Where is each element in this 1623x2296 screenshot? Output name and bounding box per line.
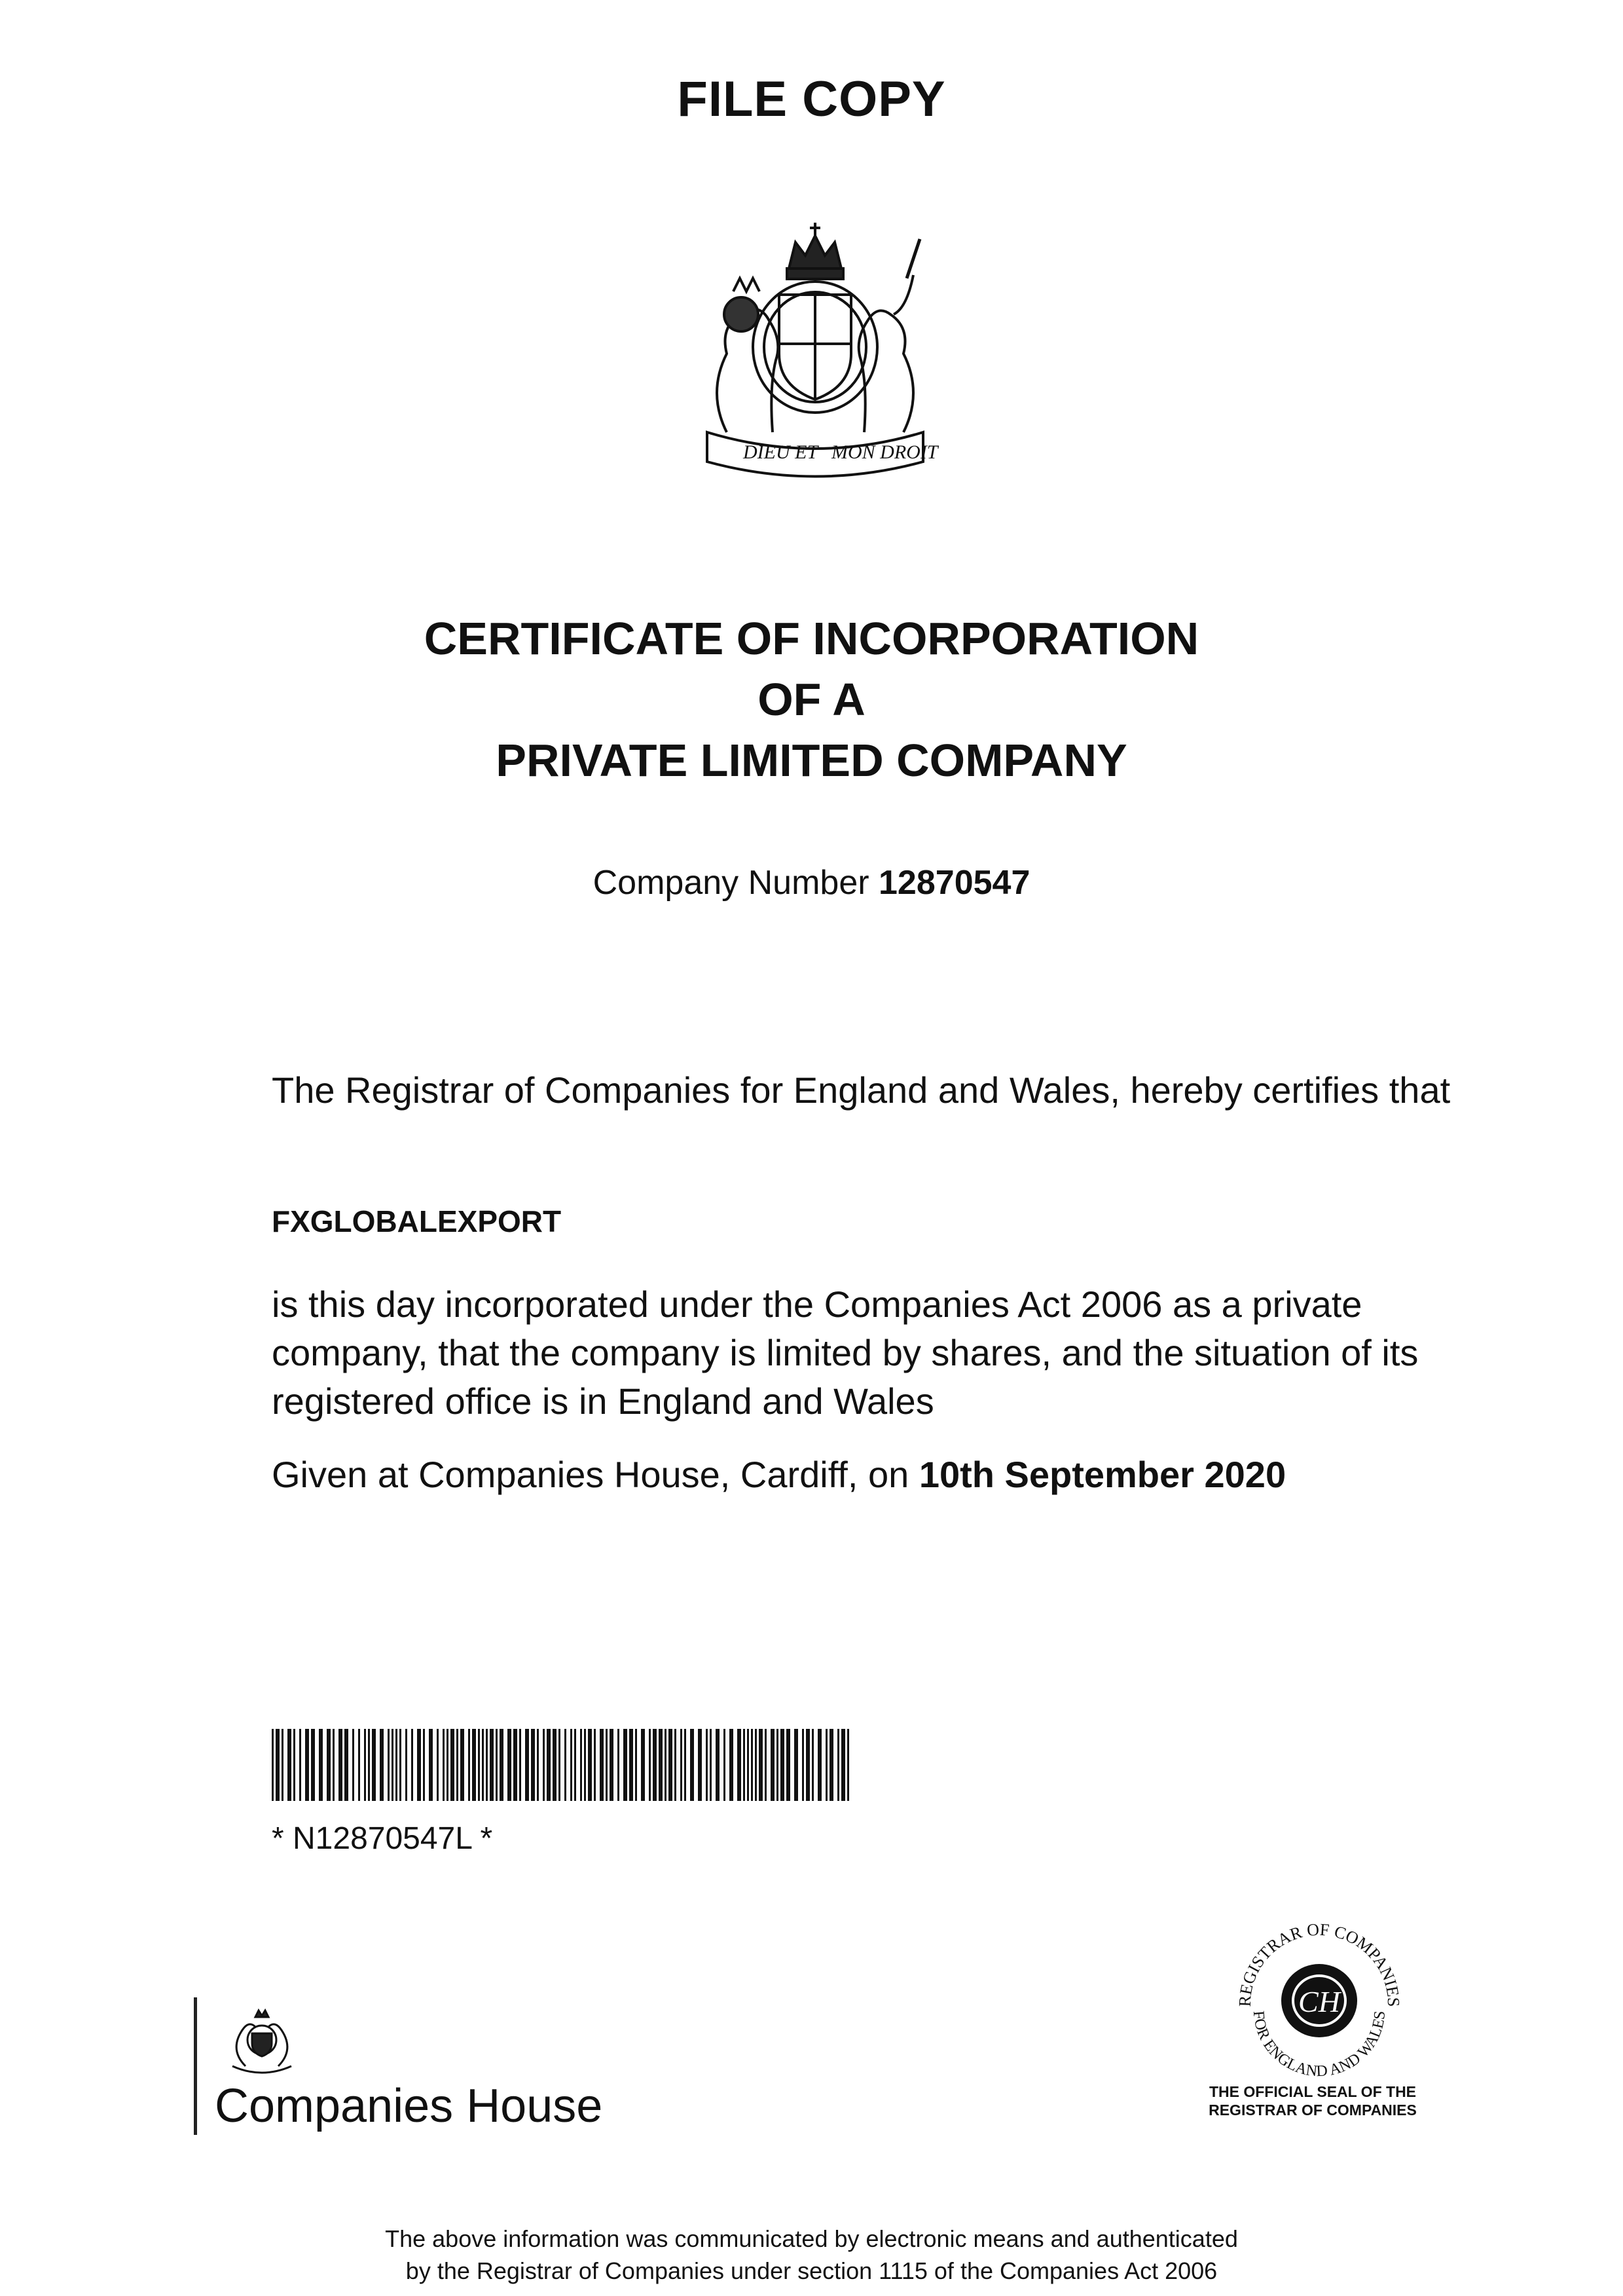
barcode-bar xyxy=(531,1729,535,1801)
barcode-bar xyxy=(282,1729,283,1801)
barcode-bar xyxy=(706,1729,708,1801)
barcode-bar xyxy=(635,1729,637,1801)
barcode-bar xyxy=(364,1729,366,1801)
barcode-bar xyxy=(429,1729,433,1801)
barcode-bar xyxy=(564,1729,566,1801)
barcode-bar xyxy=(327,1729,331,1801)
barcode-bar xyxy=(580,1729,582,1801)
barcode-bar xyxy=(771,1729,775,1801)
motto-left: DIEU ET xyxy=(743,441,818,463)
barcode-bar xyxy=(649,1729,651,1801)
barcode-bar xyxy=(272,1729,274,1801)
barcode-bar xyxy=(698,1729,702,1801)
barcode-bar xyxy=(437,1729,439,1801)
barcode-bar xyxy=(690,1729,694,1801)
barcode-bar xyxy=(776,1729,778,1801)
barcode-bar xyxy=(423,1729,425,1801)
barcode-bar xyxy=(629,1729,633,1801)
barcode-bar xyxy=(751,1729,753,1801)
barcode-bar xyxy=(723,1729,725,1801)
companies-house-crest-icon xyxy=(216,2007,308,2079)
barcode-bar xyxy=(674,1729,676,1801)
barcode-text: * N12870547L * xyxy=(272,1821,493,1856)
brand-divider xyxy=(194,1997,197,2135)
barcode-bar xyxy=(558,1729,560,1801)
footer-line2: by the Registrar of Companies under section 1115 of the Companies Act 2006 xyxy=(405,2257,1218,2284)
file-copy-heading: FILE COPY xyxy=(677,71,946,127)
barcode-bar xyxy=(456,1729,458,1801)
seal-ring-bottom: FOR ENGLAND AND WALES xyxy=(1249,2010,1389,2081)
barcode-bar xyxy=(743,1729,745,1801)
barcode-bar xyxy=(841,1729,845,1801)
barcode-bar xyxy=(358,1729,360,1801)
barcode-bar xyxy=(388,1729,390,1801)
barcode-bar xyxy=(368,1729,370,1801)
barcode-bar xyxy=(319,1729,323,1801)
barcode-bar xyxy=(338,1729,342,1801)
barcode-bar xyxy=(684,1729,686,1801)
company-number-label: Company Number xyxy=(593,864,869,902)
barcode-bar xyxy=(665,1729,666,1801)
barcode-bar xyxy=(837,1729,839,1801)
barcode-bar xyxy=(460,1729,464,1801)
barcode-bar xyxy=(729,1729,733,1801)
barcode-bar xyxy=(812,1729,814,1801)
barcode-bar xyxy=(543,1729,545,1801)
barcode-bar xyxy=(653,1729,657,1801)
registrar-seal-icon xyxy=(1224,1912,1414,2083)
barcode-bar xyxy=(623,1729,627,1801)
barcode-bar xyxy=(818,1729,822,1801)
barcode-bar xyxy=(547,1729,551,1801)
barcode-bar xyxy=(486,1729,488,1801)
barcode-bar xyxy=(380,1729,384,1801)
company-name: FXGLOBALEXPORT xyxy=(272,1204,562,1238)
barcode-bar xyxy=(468,1729,470,1801)
barcode-bar xyxy=(847,1729,849,1801)
barcode-bar xyxy=(276,1729,280,1801)
barcode-bar xyxy=(594,1729,596,1801)
barcode-bar xyxy=(802,1729,804,1801)
barcode-bar xyxy=(680,1729,682,1801)
barcode-bar xyxy=(395,1729,397,1801)
barcode-bar xyxy=(755,1729,757,1801)
barcode-bar xyxy=(500,1729,503,1801)
barcode-bar xyxy=(513,1729,517,1801)
barcode-bar xyxy=(519,1729,521,1801)
barcode-bar xyxy=(537,1729,539,1801)
barcode-bar xyxy=(293,1729,295,1801)
barcode-bar xyxy=(826,1729,828,1801)
barcode-bar xyxy=(588,1729,592,1801)
barcode-bar xyxy=(478,1729,480,1801)
seal-ring-top: REGISTRAR OF COMPANIES xyxy=(1235,1919,1404,2007)
barcode-bar xyxy=(411,1729,413,1801)
barcode-bar xyxy=(553,1729,556,1801)
royal-coat-of-arms-icon xyxy=(681,216,949,478)
barcode-bar xyxy=(496,1729,498,1801)
barcode-bar xyxy=(352,1729,354,1801)
certificate-title-line2: OF A xyxy=(757,674,866,725)
barcode-bar xyxy=(443,1729,445,1801)
certificate-title-line1: CERTIFICATE OF INCORPORATION xyxy=(424,613,1199,664)
barcode-bar xyxy=(372,1729,376,1801)
barcode-bar xyxy=(716,1729,720,1801)
seal-caption-line1: THE OFFICIAL SEAL OF THE xyxy=(1209,2083,1417,2100)
companies-house-wordmark: Companies House xyxy=(215,2080,603,2132)
barcode-bar xyxy=(747,1729,749,1801)
barcode-bar xyxy=(806,1729,810,1801)
barcode-bar xyxy=(659,1729,663,1801)
barcode-bar xyxy=(794,1729,798,1801)
barcode-bar xyxy=(490,1729,494,1801)
barcode-bar xyxy=(786,1729,790,1801)
barcode-bar xyxy=(405,1729,407,1801)
certificate-title-line3: PRIVATE LIMITED COMPANY xyxy=(496,735,1127,786)
company-number-value: 12870547 xyxy=(879,864,1030,902)
barcode-bar xyxy=(765,1729,767,1801)
seal-caption-line2: REGISTRAR OF COMPANIES xyxy=(1209,2102,1417,2119)
barcode-bar xyxy=(574,1729,576,1801)
barcode-bar xyxy=(344,1729,348,1801)
barcode-bar xyxy=(759,1729,763,1801)
barcode-bar xyxy=(287,1729,291,1801)
given-prefix: Given at Companies House, Cardiff, on xyxy=(272,1454,909,1495)
barcode-icon xyxy=(272,1729,854,1801)
barcode-bar xyxy=(641,1729,645,1801)
barcode-bar xyxy=(525,1729,529,1801)
barcode-bar xyxy=(482,1729,484,1801)
barcode-bar xyxy=(570,1729,572,1801)
barcode-bar xyxy=(472,1729,476,1801)
barcode-bar xyxy=(311,1729,315,1801)
company-number-line xyxy=(0,863,1623,902)
barcode-bar xyxy=(610,1729,613,1801)
given-at-line xyxy=(272,1451,1483,1499)
incorporation-date: 10th September 2020 xyxy=(919,1454,1286,1495)
barcode-bar xyxy=(584,1729,586,1801)
seal-monogram: CH xyxy=(1298,1985,1340,2018)
motto-right: MON DROIT xyxy=(831,441,938,463)
barcode-bar xyxy=(392,1729,393,1801)
certifies-paragraph: The Registrar of Companies for England and Wales, hereby certifies that xyxy=(272,1069,1451,1111)
barcode-bar xyxy=(507,1729,511,1801)
barcode-bar xyxy=(668,1729,672,1801)
barcode-bar xyxy=(447,1729,448,1801)
seal-caption xyxy=(1152,2083,1473,2119)
barcode-bar xyxy=(600,1729,604,1801)
barcode-bar xyxy=(299,1729,301,1801)
barcode-bar xyxy=(450,1729,454,1801)
incorporation-paragraph: is this day incorporated under the Companies Act 2006 as a private company, that the company is limited by shares, and the situation of its registered office is in England and Wales xyxy=(272,1284,1419,1422)
footer-line1: The above information was communicated by electronic means and authenticated xyxy=(385,2225,1238,2252)
barcode-bar xyxy=(305,1729,309,1801)
barcode-bar xyxy=(417,1729,421,1801)
barcode-bar xyxy=(606,1729,608,1801)
barcode-bar xyxy=(333,1729,335,1801)
barcode-bar xyxy=(830,1729,833,1801)
barcode-bar xyxy=(710,1729,712,1801)
barcode-bar xyxy=(399,1729,401,1801)
barcode-bar xyxy=(617,1729,619,1801)
barcode-bar xyxy=(780,1729,784,1801)
barcode-bar xyxy=(737,1729,741,1801)
